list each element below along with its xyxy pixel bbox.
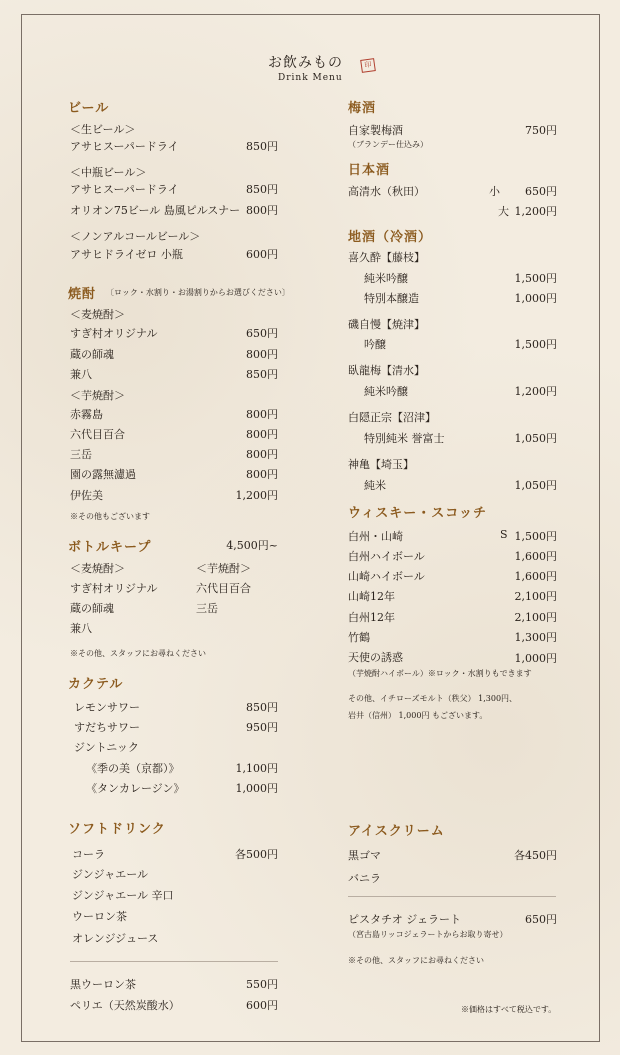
- section-title-shochu: 焼酎: [68, 287, 97, 302]
- menu-item: 三岳: [196, 602, 218, 615]
- menu-item: レモンサワー: [74, 701, 140, 714]
- brand-label: 磯自慢【焼津】: [348, 318, 425, 331]
- menu-price: 1,200円: [235, 489, 278, 502]
- menu-item: アサヒドライゼロ 小瓶: [70, 248, 183, 261]
- brand-label: 神亀【埼玉】: [348, 458, 414, 471]
- menu-item: 純米吟醸: [364, 385, 408, 398]
- menu-item: 山崎ハイボール: [348, 570, 425, 583]
- menu-item: 赤霧島: [70, 408, 103, 421]
- menu-price: 1,600円: [514, 570, 557, 583]
- category-label: ＜ノンアルコールビール＞: [70, 230, 201, 243]
- menu-item: 黒ゴマ: [348, 849, 381, 862]
- menu-item: 伊佐美: [70, 489, 103, 502]
- menu-price: 600円: [246, 999, 278, 1012]
- menu-item: 竹鶴: [348, 631, 370, 644]
- menu-price: 2,100円: [514, 590, 557, 603]
- menu-price: 1,000円: [514, 652, 557, 665]
- menu-item: 六代目百合: [196, 582, 251, 595]
- menu-item: ウーロン茶: [72, 910, 127, 923]
- menu-price: 1,050円: [514, 479, 557, 492]
- category-label: ＜芋焼酎＞: [70, 389, 125, 402]
- menu-item: ジンジャエール 辛口: [72, 889, 174, 902]
- menu-price: 950円: [246, 721, 278, 734]
- menu-price: 550円: [246, 978, 278, 991]
- menu-item: すぎ村オリジナル: [70, 582, 158, 595]
- menu-item: 《タンカレージン》: [86, 782, 185, 795]
- menu-item: 特別本醸造: [364, 292, 419, 305]
- menu-price: 800円: [246, 204, 278, 217]
- page-subtitle: Drink Menu: [278, 73, 343, 83]
- menu-price: 1,000円: [235, 782, 278, 795]
- brand-label: 喜久酔【藤枝】: [348, 251, 425, 264]
- section-note: 〔ロック・水割り・お湯割りからお選びください〕: [106, 288, 290, 297]
- size-label: 大: [498, 205, 509, 218]
- divider: [70, 961, 278, 962]
- size-label: 小: [489, 185, 500, 198]
- menu-price: 1,600円: [514, 550, 557, 563]
- menu-item: 自家製梅酒: [348, 124, 403, 137]
- menu-price: 1,500円: [514, 530, 557, 543]
- category-label: ＜生ビール＞: [70, 123, 136, 136]
- footnote: ※その他、スタッフにお尋ねください: [348, 956, 484, 965]
- menu-item: バニラ: [348, 872, 381, 885]
- category-label: ＜中瓶ビール＞: [70, 166, 147, 179]
- menu-item: 特別純米 誉富士: [364, 432, 445, 445]
- menu-price: 800円: [246, 428, 278, 441]
- whisky-note: その他、イチローズモルト（秩父） 1,300円、: [348, 694, 518, 703]
- menu-price: 800円: [246, 408, 278, 421]
- section-title-beer: ビール: [68, 101, 110, 116]
- menu-price: 650円: [525, 913, 557, 926]
- seal-stamp-icon: 印: [360, 58, 376, 73]
- menu-item: 白州・山崎: [348, 530, 403, 543]
- menu-item: 蔵の師魂: [70, 348, 114, 361]
- menu-price: 850円: [246, 701, 278, 714]
- menu-price: 1,500円: [514, 272, 557, 285]
- menu-item: 《季の美（京都）》: [86, 762, 180, 775]
- section-title-jizake: 地酒（冷酒）: [348, 230, 433, 245]
- menu-item: 兼八: [70, 622, 92, 635]
- menu-item: 三岳: [70, 448, 92, 461]
- divider: [348, 896, 556, 897]
- menu-item: 六代目百合: [70, 428, 125, 441]
- menu-price: 850円: [246, 140, 278, 153]
- section-title-bottle-keep: ボトルキープ: [68, 540, 152, 555]
- menu-item: 山崎12年: [348, 590, 395, 603]
- footnote: ※その他、スタッフにお尋ねください: [70, 649, 206, 658]
- menu-price: 600円: [246, 248, 278, 261]
- category-label: ＜麦焼酎＞: [70, 562, 125, 575]
- menu-price: 850円: [246, 368, 278, 381]
- menu-item: 純米: [364, 479, 386, 492]
- menu-price: 2,100円: [514, 611, 557, 624]
- menu-price: 1,500円: [514, 338, 557, 351]
- menu-item: ジントニック: [74, 741, 139, 754]
- menu-price: 1,100円: [235, 762, 278, 775]
- page-title: お飲みもの: [268, 55, 343, 71]
- menu-price: 1,050円: [514, 432, 557, 445]
- footnote: ※その他もございます: [70, 512, 150, 521]
- menu-item: すだちサワー: [74, 721, 140, 734]
- brand-label: 臥龍梅【清水】: [348, 364, 425, 377]
- section-title-whisky: ウィスキー・スコッチ: [348, 506, 487, 521]
- menu-item: 純米吟醸: [364, 272, 408, 285]
- menu-item: すぎ村オリジナル: [70, 327, 158, 340]
- section-title-umeshu: 梅酒: [348, 101, 377, 116]
- section-title-cocktail: カクテル: [68, 677, 124, 692]
- menu-price: 850円: [246, 183, 278, 196]
- category-label: ＜芋焼酎＞: [196, 562, 251, 575]
- category-label: ＜麦焼酎＞: [70, 308, 125, 321]
- section-title-soft-drinks: ソフトドリンク: [68, 822, 166, 837]
- menu-item: 白州ハイボール: [348, 550, 425, 563]
- menu-item: 蔵の師魂: [70, 602, 114, 615]
- menu-price: 800円: [246, 348, 278, 361]
- menu-item: ピスタチオ ジェラート: [348, 913, 462, 926]
- menu-price: 1,300円: [514, 631, 557, 644]
- tax-note: ※価格はすべて税込です。: [461, 1005, 557, 1014]
- section-title-ice-cream: アイスクリーム: [348, 824, 445, 839]
- menu-item: 園の露無濾過: [70, 468, 136, 481]
- menu-item: 高清水（秋田）: [348, 185, 425, 198]
- brand-label: 白隠正宗【沼津】: [348, 411, 436, 424]
- item-note: （芋焼酎ハイボール）※ロック・水割りもできます: [348, 669, 532, 678]
- menu-item: 兼八: [70, 368, 92, 381]
- menu-item: ペリエ（天然炭酸水）: [70, 999, 180, 1012]
- menu-item: アサヒスーパードライ: [70, 140, 179, 153]
- menu-price: 各450円: [514, 849, 557, 862]
- menu-price: 1,000円: [514, 292, 557, 305]
- menu-price: 1,200円: [514, 385, 557, 398]
- menu-item: 黒ウーロン茶: [70, 978, 136, 991]
- menu-item: アサヒスーパードライ: [70, 183, 179, 196]
- menu-item: 天使の誘惑: [348, 651, 403, 664]
- menu-item: 吟醸: [364, 338, 386, 351]
- menu-price: 750円: [525, 124, 557, 137]
- menu-price: 各500円: [235, 848, 278, 861]
- size-label: S: [500, 528, 508, 541]
- menu-price: 4,500円~: [226, 539, 278, 552]
- menu-item: オリオン75ビール 島風ピルスナー: [70, 204, 241, 217]
- menu-price: 800円: [246, 448, 278, 461]
- menu-item: オレンジジュース: [72, 932, 159, 945]
- item-note: （宮古島リッコジェラートからお取り寄せ）: [348, 930, 508, 939]
- menu-item: コーラ: [72, 848, 105, 861]
- menu-item: 白州12年: [348, 611, 395, 624]
- item-note: （ブランデー仕込み）: [348, 140, 428, 149]
- menu-price: 1,200円: [514, 205, 557, 218]
- menu-price: 800円: [246, 468, 278, 481]
- menu-price: 650円: [246, 327, 278, 340]
- whisky-note: 岩井（信州） 1,000円 もございます。: [348, 711, 488, 720]
- section-title-sake: 日本酒: [348, 163, 391, 178]
- menu-item: ジンジャエール: [72, 868, 149, 881]
- menu-price: 650円: [525, 185, 557, 198]
